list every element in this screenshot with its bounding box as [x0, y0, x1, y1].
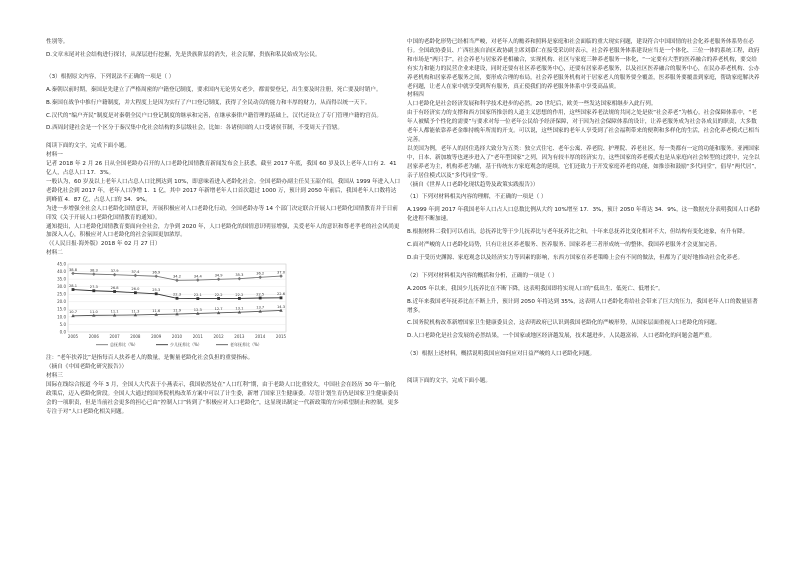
data-label: 22.5	[256, 292, 265, 297]
y-tick-label: 30.0	[57, 284, 66, 290]
data-point	[258, 276, 262, 280]
material-4-text: 人口老龄化是社会经济发展和科学技术进步的必然。20 世纪后，欧美一些发达国家相继步入此行列。	[407, 101, 657, 108]
question-3: （3）根据上述材料，概括说明我国应如何应对日益严峻的人口老龄化问题。	[407, 351, 596, 358]
data-label: 11.9	[172, 308, 182, 313]
material-4-text: 由于有经济实力的支撑和西方国家所推崇的人道主义思想的作用，这些国家养老法规的共同之处是依“社会养老”为核心，社会保障体系中，“老年人被赋予个性化的需要”与要求对每一位老年公民给予经济保障，对于因为社会保障体系的设计，让养老服务成为社会各成员的职责，大多数老年人都能依靠养老金维持晚年所需的开支。可以说，这些国家的老年人享受到了社会福利带来的便利和多样化的生活，社会化养老模式已相当完善。	[407, 110, 760, 143]
option-b: B.秦国在战争中推行户籍制度，并大程度上是因为实行了户口登记制度，获得了全民动员的能力和丰厚的财力，从而得以统一天下。	[46, 99, 371, 106]
paragraph: 性别等。	[46, 39, 69, 45]
material-1-text: 为进一步增强全社会人口老龄化国情意识，开展积极应对人口老龄化行动，全国老龄办等 14 个部门决定联合开展人口老龄化国情教育并于日前印发《关于开展人口老龄化国情教育的通知》。	[46, 205, 398, 221]
option-d: D.西周封建社会是一个区分于秦汉集中化社会结构的多层级社会，比如：各诸侯国的人口受诸侯节制，不受周天子管辖。	[46, 125, 343, 132]
data-label: 22.2	[214, 292, 223, 297]
y-tick-label: 0.0	[59, 329, 66, 335]
y-tick-label: 35.0	[57, 276, 66, 282]
data-label: 12.3	[193, 307, 202, 312]
option-d: D.人口老龄化是社会发展的必然结果，一个国家或地区经济越发展，技术越进步，人民越富裕，人口老龄化的问题会越严重。	[407, 333, 716, 340]
data-label: 25.3	[152, 288, 161, 293]
question-1: （1）下列对材料相关内容的理解，不正确的一项是（ ）	[407, 194, 547, 201]
x-tick-label: 2005	[67, 334, 79, 340]
legend-label: 总抚养比（%）	[110, 342, 138, 348]
data-point	[280, 297, 283, 300]
data-label: 26.0	[131, 287, 140, 292]
data-label: 34.4	[193, 274, 202, 279]
option-c: C.汉代的“编户齐民”制度是对秦朝全民户口登记制度的继承和完善，在继承秦律户籍管理的基础上，汉代还设立了专门管理户籍的官员。	[46, 112, 382, 119]
data-label: 34.9	[214, 273, 223, 278]
legend-label: 少儿抚养比（%）	[170, 342, 202, 348]
data-point	[154, 275, 158, 279]
data-point	[259, 297, 262, 300]
x-tick-label: 2015	[275, 334, 287, 340]
x-tick-label: 2008	[130, 334, 141, 340]
data-label: 11.6	[152, 308, 161, 313]
option-a: A.2005 年以来，我国少儿抚养比在不断下降，这表明我国即将实现人口的“低出生、低死亡、低增长”。	[407, 285, 664, 292]
y-tick-label: 10.0	[57, 314, 66, 320]
data-label: 10.7	[68, 310, 78, 315]
y-tick-label: 5.0	[59, 321, 66, 327]
material-1-title: 材料一	[46, 152, 63, 159]
material-3-text: 国际在线综合报道 今年 3 月，全国人大代表于小燕表示，我国依然处在“人口红利”期，由于老龄人口比重较大，中国社会在经历 30 年一胎化政策后，迈入老龄化阶段。全国人大通过的国务院机构改革方案中可以了计生委，新增了国家卫生健康委。尽管计划生育仍是国家卫生健康委员会的一项职责，但是当前社会更多的担心已由“控制人口”转到了“积极应对人口老龄化”，这显现出制定一代新政策的方向希望制止和控制，更多专注于对“人口老龄化相关问题。	[46, 381, 399, 415]
reading-instruction: 阅读下面的文字，完成下面小题。	[46, 143, 130, 150]
material-4-source: （摘自《世界人口老龄化现状趋势及政策实践报告》）	[407, 181, 539, 188]
option-c: C.面对严峻的人口老龄化局势，只有让社区养老服务、医养服务、国家养老三者形成统一的整体，我国养老服务才会更加完善。	[407, 242, 721, 249]
option-a: A.1999 年到 2017 年我国老年人口占人口总数比例从大约 10%增至 17．3%，预计 2050 年将达 34．9%，这一数据充分表明我国人口老龄化进程不断加速。	[407, 207, 760, 223]
y-tick-label: 40.0	[57, 269, 66, 275]
data-point	[238, 277, 242, 281]
data-label: 38.8	[68, 267, 78, 272]
line-chart-svg	[46, 260, 291, 352]
data-label: 35.3	[235, 273, 244, 278]
data-label: 38.3	[89, 268, 98, 273]
reading-instruction: 阅读下面的文字，完成下面小题。	[407, 378, 491, 385]
data-label: 12.7	[214, 307, 223, 312]
data-label: 27.3	[89, 285, 98, 290]
data-point	[134, 291, 137, 294]
material-4-title: 材料四	[407, 92, 424, 99]
x-tick-label: 2006	[88, 334, 99, 340]
data-label: 36.9	[152, 270, 161, 275]
data-label: 28.1	[68, 284, 78, 289]
data-point	[71, 272, 75, 276]
data-label: 34.2	[172, 274, 182, 279]
material-3-title: 材料三	[46, 372, 63, 379]
data-point	[155, 292, 158, 295]
data-point	[113, 273, 117, 277]
legend-label: 老年抚养比（%）	[230, 342, 262, 348]
data-label: 13.7	[256, 305, 265, 310]
x-tick-label: 2009	[151, 334, 162, 340]
x-tick-label: 2013	[234, 334, 245, 340]
paragraph: 中国的老龄化形势已经相当严峻，对老年人的赡养和照料是家庭和社会面临的重大现实问题，建设符合中国国情的社会化养老服务体系势在必行。全国政协委员、广西壮族自治区政协副主席刘慕仁在接受采访时表示，社会养老服务体系建设应当是一个体化、三位一体的系统工程，政府和市场是“两只手”，社会养老与居家养老相融合，实现机构、社区与家庭三种养老服务一体化，“一定要有大型的医养融合的养老机构，要交给有实力和能力的民营企业来建设，同时还要有社区养老服务中心，还要有居家养老服务，以及社区医养融合的服务中心，在民办养老机构、公办养老机构和居家养老服务之间，要形成合理的布局，社会养老服务机构对于居家老人的服务要全覆盖，医养服务要覆盖到家庭，帮助家庭解决养老问题，让老人在家中就享受到所有服务，真正使我们的养老服务体系中享受高品质。	[407, 39, 760, 90]
data-label: 11.1	[110, 309, 119, 314]
material-1-source: （《人民日报·海外版》2018 年 02 月 27 日）	[46, 241, 161, 248]
question-3: （3）根据原文内容，下列说法不正确的一项是（ ）	[46, 73, 175, 80]
paragraph: D.文章末尾对社会结构进行探讨，从深层进行挖掘，先是贵族阶层的消失，社会瓦解，贵族和私民始成为公民。	[46, 51, 321, 58]
data-label: 22.1	[193, 293, 202, 298]
data-point	[113, 290, 116, 293]
data-label: 22.3	[172, 292, 182, 297]
data-point	[217, 278, 221, 282]
material-4-text: 以美国为例，老年人的居住选择大致分为五类：独立式住宅、老年公寓、养老院、护理院、养老社区，每一类都有一定的功能和服务。亚洲国家中，日本、新加坡等也逐步进入了“老年型国家”之列，因为有较丰厚的经济实力，这些国家的养老模式也是从家庭向社会转型的过渡中，完全以居家养老为主，机构养老为辅，基于传统东方家庭观念的延续，它们还致力于开发家庭养老的功能，如推崇和鼓励“多代同堂”，倡导“两代居”，亲子居住模式以及“多代同堂”等。	[407, 145, 760, 179]
data-label: 37.9	[110, 269, 119, 274]
y-tick-label: 15.0	[57, 306, 66, 312]
x-tick-label: 2014	[255, 334, 266, 340]
question-2: （2）下列对材料相关内容的概括和分析，正确的一项是（ ）	[407, 272, 558, 279]
x-tick-label: 2007	[109, 334, 120, 340]
material-1-text: 记者 2018 年 2 月 26 日从全国老龄办召开的人口老龄化国情教育新闻发布会上获悉，截至 2017 年底，我国 60 岁及以上老年人口有 2．41 亿人，占总人口 17．3%。	[46, 161, 397, 177]
material-2-title: 材料二	[46, 250, 63, 257]
option-d: D.由于受历史渊源、家庭观念以及经济实力等因素的影响，东西方国家在养老策略上会有不同的做法，但都为了更好地推动社会化养老。	[407, 254, 744, 261]
material-1-text: 一般认为，60 岁及以上老年人口占总人口比例达到 10%，即意味着进入老龄化社会。全国老龄办副主任吴玉韶介绍，我国从 1999 年进入人口老龄化社会到 2017 年，老年人口净增 1．1 亿，其中 2017 年新增老年人口首次超过 1000 万，预计到 2050 年前后，我国老年人口数将达到峰值 4．87 亿，占总人口的 34．9%。	[46, 178, 401, 203]
data-point	[176, 297, 179, 300]
data-point	[196, 297, 199, 300]
right-column	[407, 38, 762, 386]
data-label: 22.6	[276, 292, 286, 297]
data-label: 22.2	[235, 292, 244, 297]
data-point	[279, 274, 283, 278]
option-b: B.根据材料二我们可以看出，总抚养比等于少儿抚养比与老年抚养比之和，十年来总抚养比变化相对不大，但结构有变化迹象，有升有降。	[407, 229, 749, 236]
x-tick-label: 2011	[192, 334, 203, 340]
option-b: B.近年来我国老年抚养比在不断上升，预计到 2050 年将达到 35%，这表明人口老龄化将给社会带来了巨大的压力，我国老年人口的数量显著增多。	[407, 298, 758, 314]
data-point	[72, 288, 75, 291]
material-1-text: 通知提出，人口老龄化国情教育要面向全社会，力争到 2020 年，人口老龄化的国情意识明显增强，关爱老年人的意识和尊老孝老的社会风尚更加深入人心，积极应对人口老龄化的社会氛围更加浓厚。	[46, 223, 400, 239]
option-a: A.秦朝以前时期，秦国是先建立了严格周密的户籍登记制度，要求国内无论男女老少，都需要登记，出生要及时注册，死亡要及时销户。	[46, 86, 382, 93]
option-c: C.国务院机构改革新增国家卫生健康委员会，这表明政府已认识到我国老龄化的严峻形势，从国家层面重视人口老龄化的问题。	[407, 320, 721, 327]
y-tick-label: 45.0	[57, 261, 66, 267]
data-label: 36.2	[256, 271, 265, 276]
data-point	[217, 297, 220, 300]
data-point	[196, 278, 200, 282]
data-point	[134, 274, 138, 278]
data-label: 14.3	[276, 304, 286, 309]
data-label: 26.8	[110, 286, 119, 291]
y-tick-label: 20.0	[57, 299, 66, 305]
data-label: 37.4	[131, 270, 140, 275]
material-2-source: （摘自《中国老龄化研究报告》）	[46, 364, 128, 371]
material-2-note: 注：“老年扶养比”是指每百人扶养老人的数量，是衡量老龄化社会负担的重要指标。	[46, 355, 254, 362]
x-tick-label: 2012	[213, 334, 224, 340]
data-label: 11.3	[131, 309, 140, 314]
data-label: 13.1	[235, 306, 244, 311]
data-point	[92, 272, 96, 276]
x-tick-label: 2010	[171, 334, 183, 340]
data-label: 37.0	[276, 270, 286, 275]
data-point	[238, 297, 241, 300]
data-label: 11.0	[89, 309, 98, 314]
left-column	[46, 38, 401, 416]
y-tick-label: 25.0	[57, 291, 66, 297]
dependency-ratio-chart	[46, 260, 291, 352]
data-point	[92, 289, 95, 292]
